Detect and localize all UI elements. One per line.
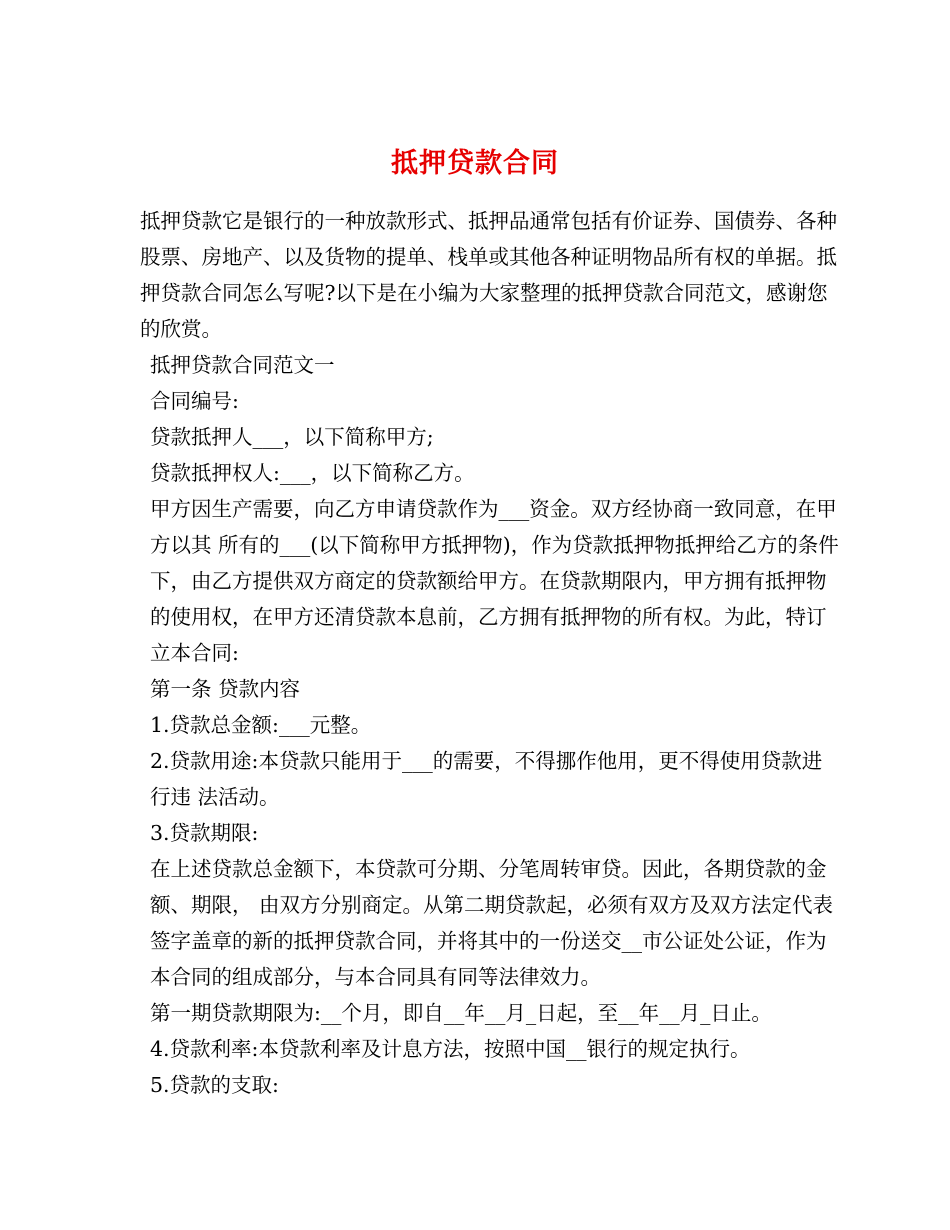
paragraph: 1.贷款总金额:___元整。 — [150, 713, 372, 737]
paragraph: 第一期贷款期限为:__个月，即自__年__月_日起，至__年__月_日止。 — [150, 1001, 772, 1025]
paragraph: 抵押贷款合同范文一 — [150, 353, 335, 377]
document-title: 抵押贷款合同 — [391, 148, 559, 180]
paragraph: 贷款抵押权人:___，以下简称乙方。 — [150, 461, 475, 485]
paragraph: 抵押贷款它是银行的一种放款形式、抵押品通常包括有价证券、国债券、各种股票、房地产、以及货物的提单、栈单或其他各种证明物品所有权的单据。抵押贷款合同怎么写呢?以下是在小编为大家整理的抵押贷款合同范文，感谢您的欣赏。 — [140, 209, 837, 341]
document-body — [140, 203, 840, 1103]
paragraph: 第一条 贷款内容 — [150, 677, 301, 701]
paragraph: 2.贷款用途:本贷款只能用于___的需要，不得挪作他用，更不得使用贷款进行违 法活动。 — [150, 749, 823, 809]
paragraph: 5.贷款的支取: — [150, 1073, 279, 1097]
paragraph: 甲方因生产需要，向乙方申请贷款作为___资金。双方经协商一致同意，在甲方以其 所有的___(以下简称甲方抵押物)，作为贷款抵押物抵押给乙方的条件下，由乙方提供双方商定的贷款额给甲方。在贷款期限内，甲方拥有抵押物的使用权，在甲方还清贷款本息前，乙方拥有抵押物的所有权。为此，特订立本合同: — [150, 497, 839, 665]
paragraph: 4.贷款利率:本贷款利率及计息方法，按照中国__银行的规定执行。 — [150, 1037, 751, 1061]
paragraph: 合同编号: — [150, 389, 239, 413]
paragraph: 贷款抵押人___，以下简称甲方; — [150, 425, 434, 449]
paragraph: 3.贷款期限: — [150, 821, 259, 845]
paragraph: 在上述贷款总金额下，本贷款可分期、分笔周转审贷。因此，各期贷款的金额、期限， 由双方分别商定。从第二期贷款起，必须有双方及双方法定代表签字盖章的新的抵押贷款合同，并将其中的一份送交__市公证处公证，作为本合同的组成部分，与本合同具有同等法律效力。 — [150, 857, 834, 989]
